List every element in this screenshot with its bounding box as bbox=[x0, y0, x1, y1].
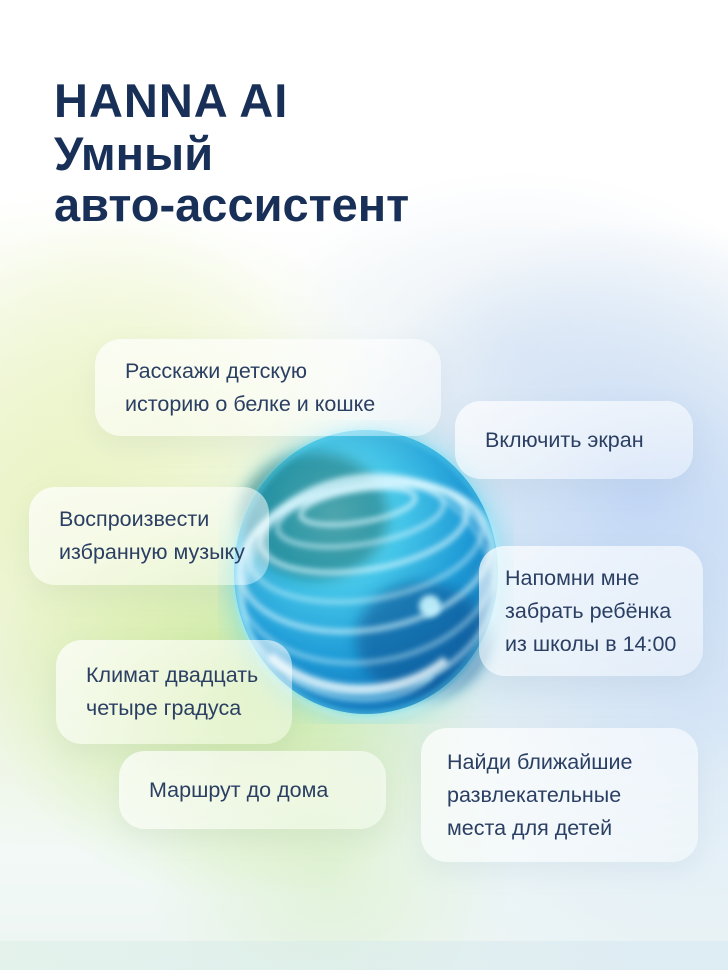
chip-line: Маршрут до дома bbox=[149, 777, 329, 802]
brand-name: HANNA AI bbox=[54, 74, 289, 127]
chip-line: Расскажи детскую bbox=[125, 358, 307, 383]
chip-line: Воспроизвести bbox=[59, 507, 210, 531]
page-title bbox=[54, 74, 409, 230]
chip-line: Климат двадцать bbox=[86, 663, 259, 687]
chip-line: забрать ребёнка bbox=[505, 598, 672, 623]
chip-line: Напомни мне bbox=[505, 565, 640, 590]
bottom-gradient-band bbox=[0, 941, 728, 970]
chip-line: четыре градуса bbox=[86, 696, 242, 720]
suggestion-chip-climate-24[interactable] bbox=[56, 640, 292, 744]
chip-line: развлекательные bbox=[447, 782, 622, 807]
chip-line: Включить экран bbox=[485, 427, 644, 452]
suggestion-chip-play-music[interactable] bbox=[29, 487, 269, 585]
subtitle-line-2: авто-ассистент bbox=[54, 178, 410, 231]
subtitle-line-1: Умный bbox=[54, 127, 214, 180]
suggestion-chip-school-reminder[interactable] bbox=[479, 546, 703, 676]
chip-line: Найди ближайшие bbox=[447, 749, 633, 774]
suggestion-chip-tell-kids-story[interactable] bbox=[95, 339, 441, 436]
chip-line: места для детей bbox=[447, 815, 613, 840]
suggestion-chip-screen-on[interactable] bbox=[455, 401, 693, 479]
chip-line: избранную музыку bbox=[59, 540, 245, 564]
chip-line: историю о белке и кошке bbox=[125, 391, 376, 416]
chip-line: из школы в 14:00 bbox=[505, 631, 677, 656]
suggestion-chip-find-places[interactable] bbox=[421, 728, 698, 862]
suggestion-chip-route-home[interactable] bbox=[119, 751, 386, 829]
